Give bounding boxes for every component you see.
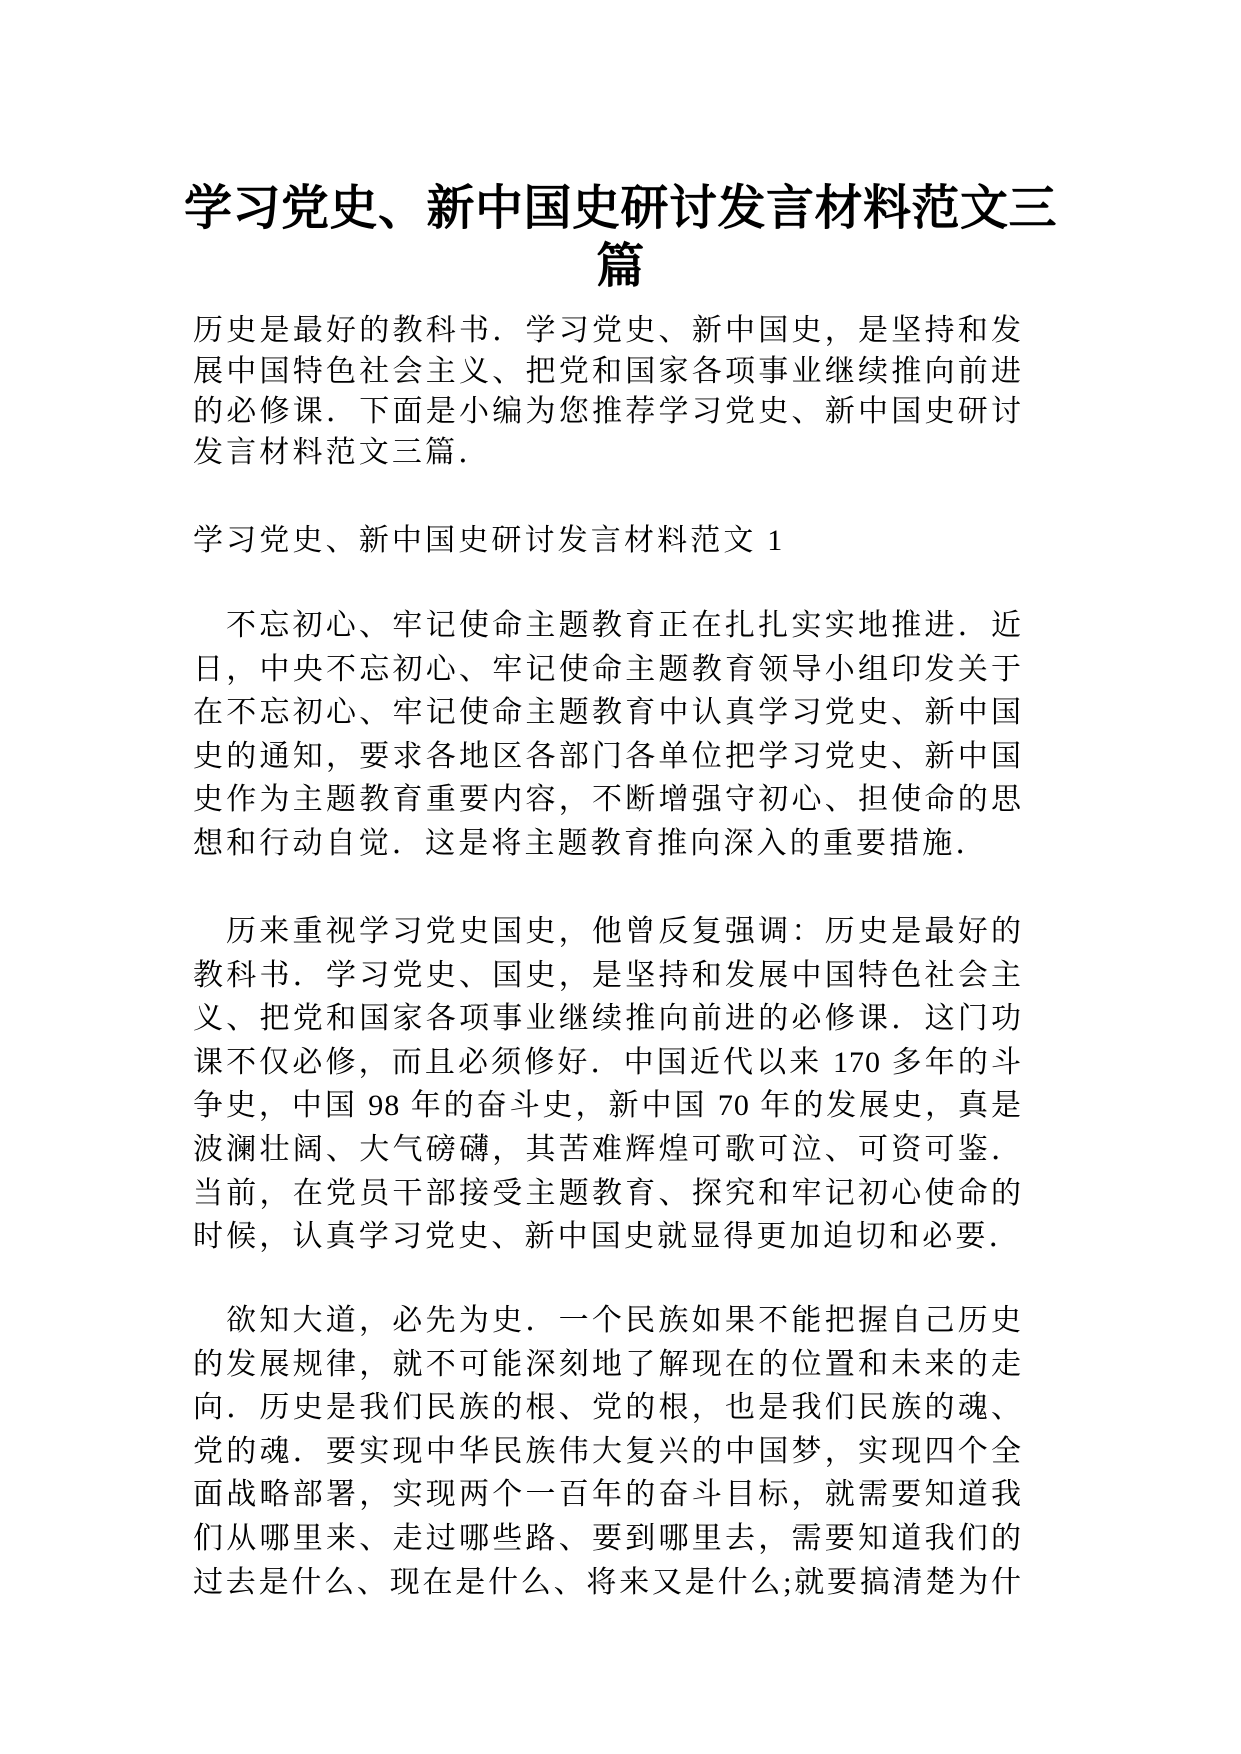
- paragraph-line: 的发展规律，就不可能深刻地了解现在的位置和未来的走: [193, 1347, 1022, 1381]
- paragraph-line: 教科书．学习党史、国史，是坚持和发展中国特色社会主: [193, 958, 1022, 992]
- title-line: 学习党史、新中国史研讨发言材料范文三: [183, 180, 1057, 236]
- paragraph-line: 历史是最好的教科书．学习党史、新中国史，是坚持和发: [193, 314, 1022, 347]
- paragraph-line: 争史，中国 98 年的奋斗史，新中国 70 年的发展史，真是: [193, 1089, 1022, 1123]
- paragraph-line: 想和行动自觉．这是将主题教育推向深入的重要措施．: [193, 826, 989, 860]
- paragraph-line: 时候，认真学习党史、新中国史就显得更加迫切和必要．: [193, 1220, 1022, 1254]
- paragraph-line: 党的魂．要实现中华民族伟大复兴的中国梦，实现四个全: [193, 1434, 1022, 1468]
- paragraph-line: 面战略部署，实现两个一百年的奋斗目标，就需要知道我: [193, 1478, 1022, 1512]
- body-paragraph-3: [193, 1299, 1022, 1604]
- title-line: 篇: [596, 238, 645, 294]
- paragraph-line: 史作为主题教育重要内容，不断增强守初心、担使命的思: [193, 783, 1022, 817]
- paragraph-line: 当前，在党员干部接受主题教育、探究和牢记初心使命的: [193, 1176, 1022, 1210]
- paragraph-line: 展中国特色社会主义、把党和国家各项事业继续推向前进: [193, 354, 1022, 388]
- paragraph-line: 课不仅必修，而且必须修好．中国近代以来 170 多年的斗: [193, 1045, 1022, 1079]
- paragraph-line: 日，中央不忘初心、牢记使命主题教育领导小组印发关于: [193, 652, 1022, 686]
- paragraph-line: 过去是什么、现在是什么、将来又是什么;就要搞清楚为什: [193, 1565, 1022, 1599]
- paragraph-line: 不忘初心、牢记使命主题教育正在扎扎实实地推进．近: [226, 609, 1022, 642]
- paragraph-line: 们从哪里来、走过哪些路、要到哪里去，需要知道我们的: [193, 1521, 1022, 1555]
- section-heading: 学习党史、新中国史研讨发言材料范文 1: [193, 524, 786, 557]
- paragraph-line: 历来重视学习党史国史，他曾反复强调：历史是最好的: [226, 915, 1022, 948]
- paragraph-line: 发言材料范文三篇．: [193, 435, 492, 469]
- paragraph-line: 在不忘初心、牢记使命主题教育中认真学习党史、新中国: [193, 696, 1022, 730]
- paragraph-line: 义、把党和国家各项事业继续推向前进的必修课．这门功: [193, 1002, 1022, 1036]
- body-paragraph-2: [193, 910, 1022, 1259]
- body-paragraph-1: [193, 604, 1022, 866]
- paragraph-line: 向．历史是我们民族的根、党的根，也是我们民族的魂、: [193, 1391, 1022, 1425]
- paragraph-line: 史的通知，要求各地区各部门各单位把学习党史、新中国: [193, 739, 1022, 773]
- paragraph-line: 欲知大道，必先为史．一个民族如果不能把握自己历史: [226, 1304, 1022, 1337]
- document-title: [0, 179, 1241, 295]
- paragraph-line: 的必修课．下面是小编为您推荐学习党史、新中国史研讨: [193, 395, 1022, 428]
- intro-paragraph: [193, 311, 1022, 473]
- paragraph-line: 波澜壮阔、大气磅礴，其苦难辉煌可歌可泣、可资可鉴．: [193, 1132, 1022, 1166]
